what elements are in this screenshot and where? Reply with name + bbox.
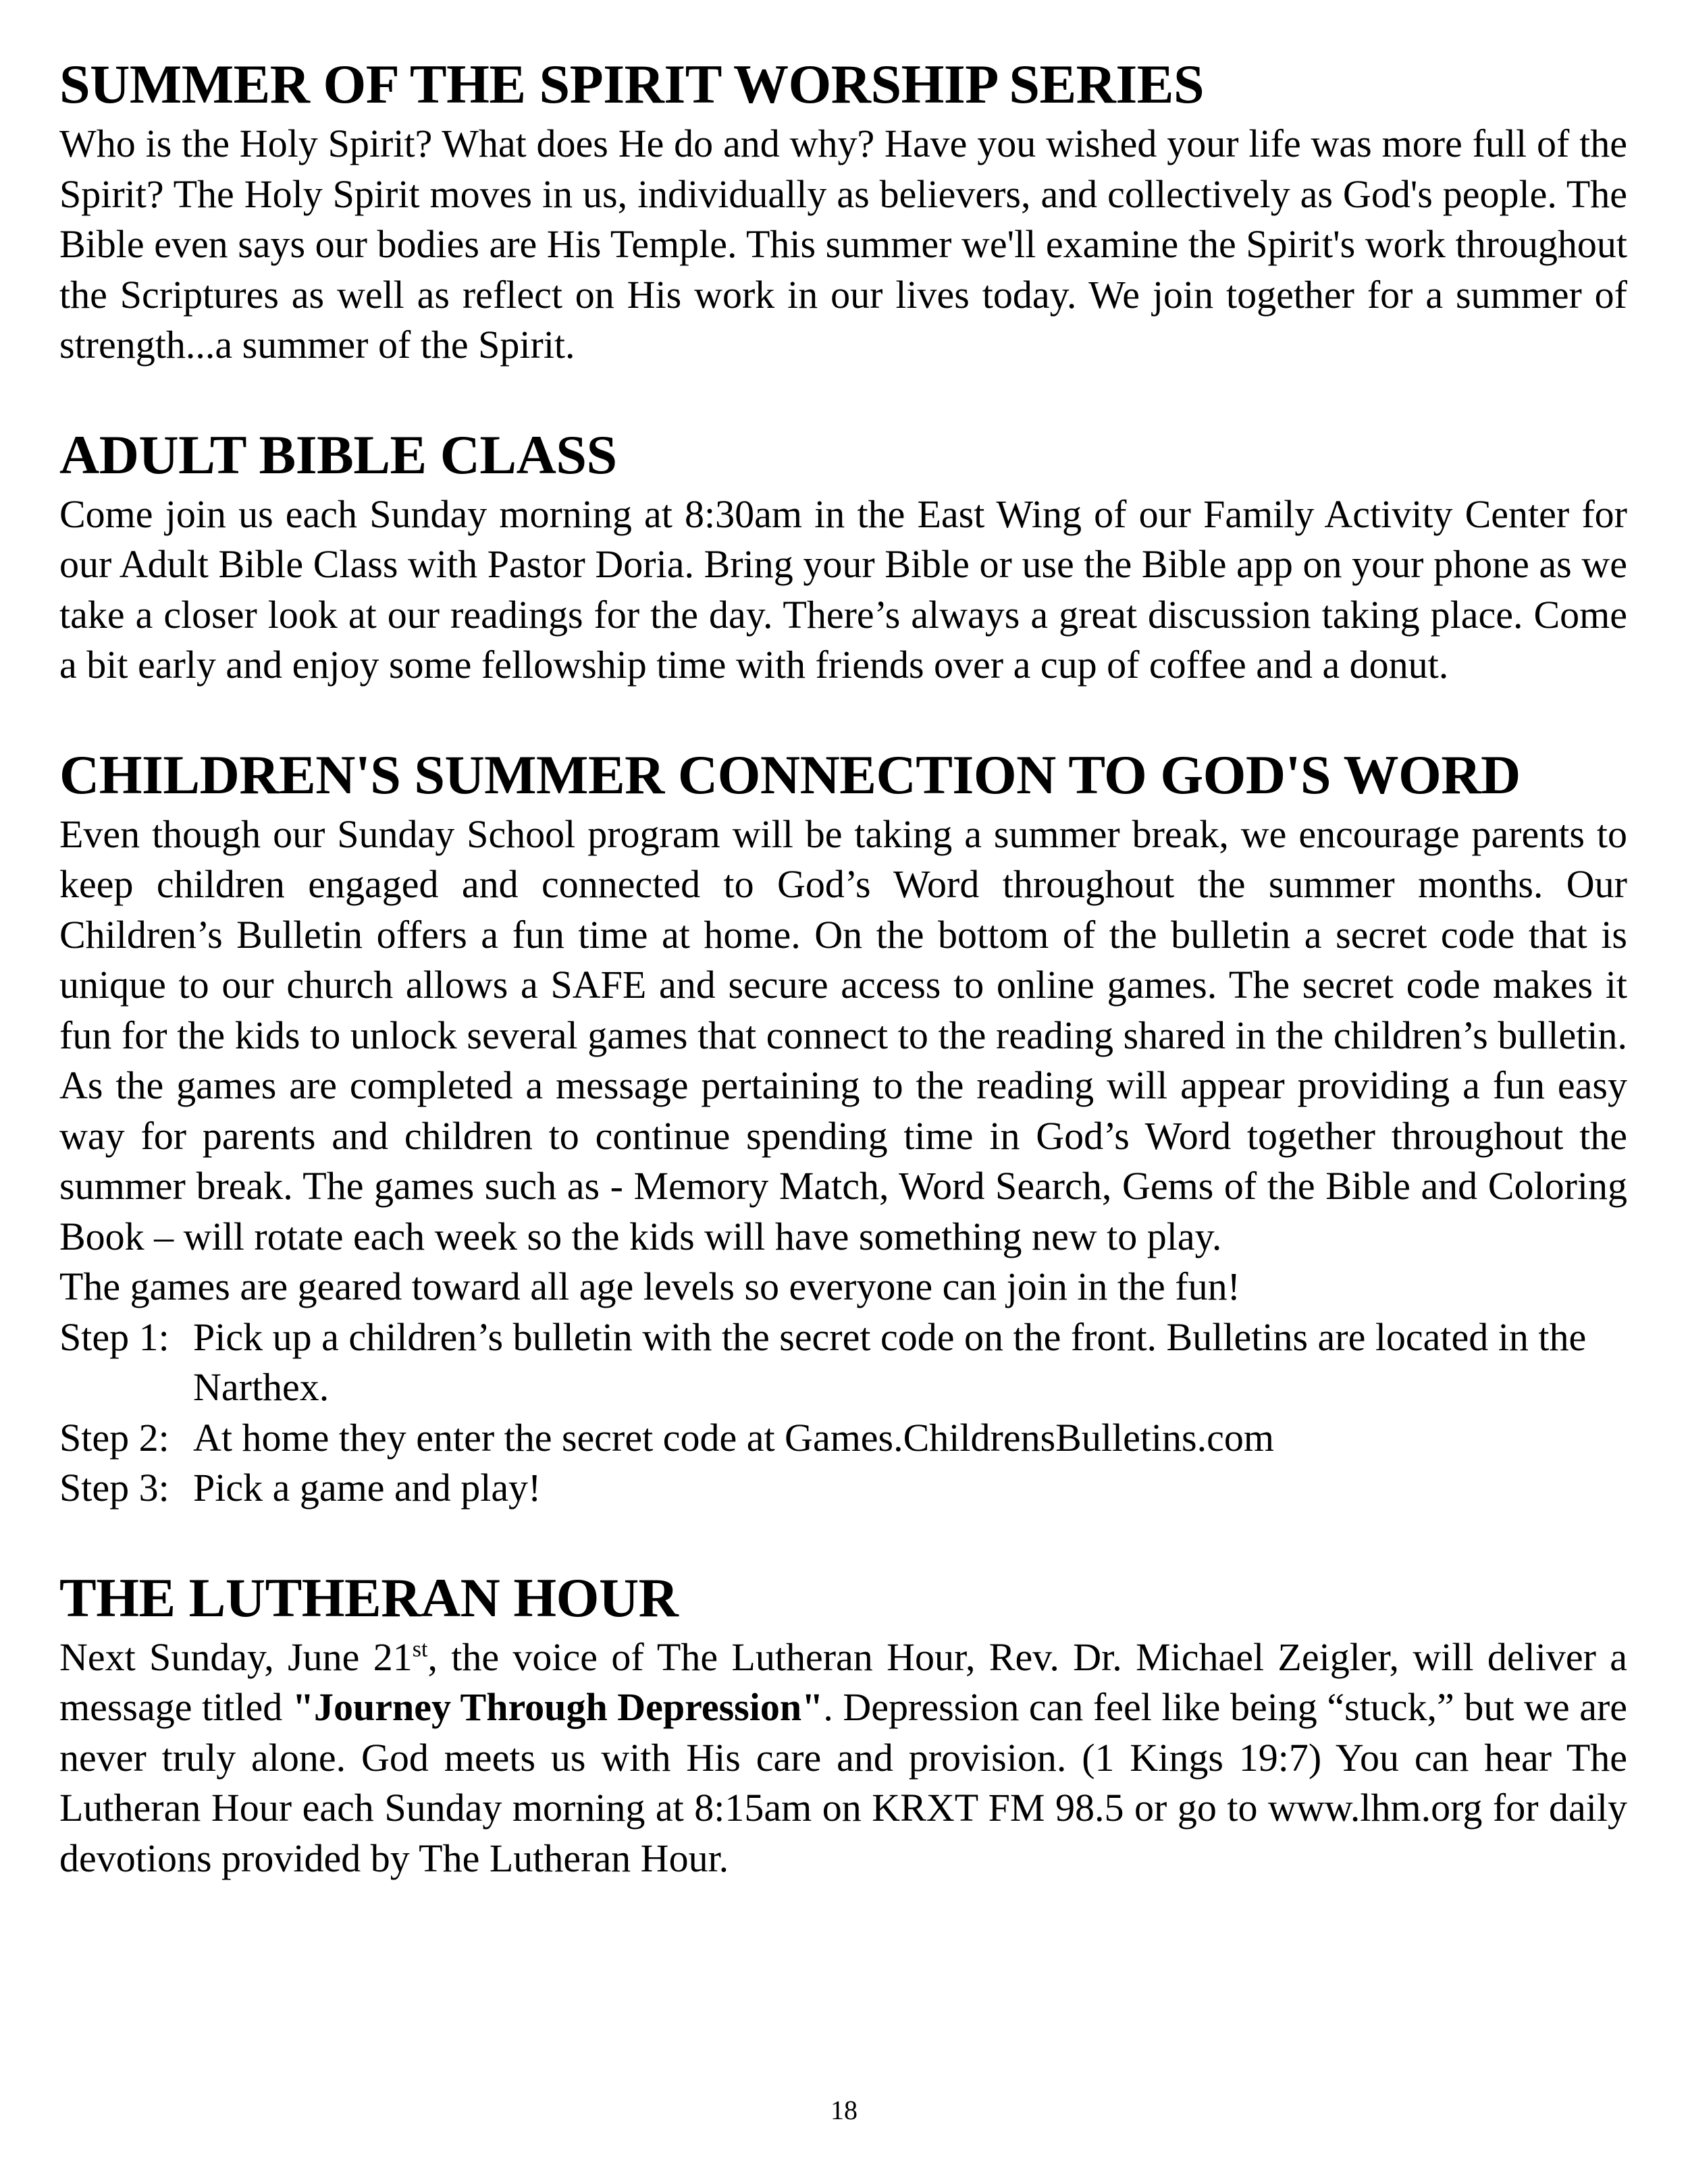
section-heading: ADULT BIBLE CLASS — [59, 423, 617, 485]
step-text: At home they enter the secret code at Games.ChildrensBulletins.com — [193, 1415, 1274, 1460]
intro-rest-text: , the voice of The Lutheran Hour, Rev. Dr. Michael Zeigler, will deliver a message titled — [59, 1634, 1627, 1729]
section-body: Come join us each Sunday morning at 8:30am in the East Wing of our Family Activity Center for our Adult Bible Class with Pastor Doria. Bring your Bible or use the Bible app on your phone as we take a closer look at our readings for the day. There’s always a great discussion taking place. Come a bit early and enjoy some fellowship time with friends over a cup of coffee and a donut. — [59, 491, 1627, 687]
bulletin-page — [59, 54, 1627, 1884]
section-body — [59, 1632, 1627, 1884]
step-item — [59, 1312, 1627, 1413]
lutheran-hour-section — [59, 1568, 1627, 1884]
step-text: Pick up a children’s bulletin with the secret code on the front. Bulletins are located in the Narthex. — [193, 1314, 1587, 1409]
step-label: Step 3: — [59, 1466, 169, 1510]
intro-text: Next Sunday, June 21 — [59, 1634, 413, 1679]
section-body: Who is the Holy Spirit? What does He do and why? Have you wished your life was more full of the Spirit? The Holy Spirit moves in us, individually as believers, and collectively as God's people. The Bible even says our bodies are His Temple. This summer we'll examine the Spirit's work throughout the Scriptures as well as reflect on His work in our lives today. We join together for a summer of strength...a summer of the Spirit. — [59, 122, 1627, 367]
step-label: Step 2: — [59, 1415, 169, 1460]
adult-bible-class-section — [59, 425, 1627, 691]
childrens-summer-section — [59, 745, 1627, 1514]
page-number: 18 — [830, 2095, 858, 2125]
step-item — [59, 1463, 1627, 1514]
section-heading: CHILDREN'S SUMMER CONNECTION TO GOD'S WORD — [59, 743, 1521, 805]
step-label: Step 1: — [59, 1314, 169, 1359]
step-text: Pick a game and play! — [193, 1466, 542, 1510]
message-title: "Journey Through Depression" — [292, 1685, 824, 1729]
after-title-text: . Depression can feel like being “stuck,” but we are never truly alone. God meets us with His care and provision. (1 Kings 19:7) You can hear The Lutheran Hour each Sunday morning at 8:15am on KRXT FM 98.5 or go to www.lhm.org for daily devotions provided by The Lutheran Hour. — [59, 1685, 1628, 1880]
section-heading: THE LUTHERAN HOUR — [59, 1566, 679, 1628]
summer-worship-section — [59, 54, 1627, 371]
date-ordinal-suffix: st — [412, 1636, 428, 1662]
section-note: The games are geared toward all age levels so everyone can join in the fun! — [59, 1264, 1240, 1308]
section-heading: SUMMER OF THE SPIRIT WORSHIP SERIES — [59, 53, 1205, 115]
step-item — [59, 1413, 1627, 1464]
section-body: Even though our Sunday School program will be taking a summer break, we encourage parents to keep children engaged and connected to God’s Word throughout the summer months. Our Children’s Bulletin offers a fun time at home. On the bottom of the bulletin a secret code that is unique to our church allows a SAFE and secure access to online games. The secret code makes it fun for the kids to unlock several games that connect to the reading shared in the children’s bulletin. As the games are completed a message pertaining to the reading will appear providing a fun easy way for parents and children to continue spending time in God’s Word together throughout the summer break. The games such as - Memory Match, Word Search, Gems of the Bible and Coloring Book – will rotate each week so the kids will have something new to play. — [59, 811, 1627, 1258]
steps-list — [59, 1312, 1627, 1514]
